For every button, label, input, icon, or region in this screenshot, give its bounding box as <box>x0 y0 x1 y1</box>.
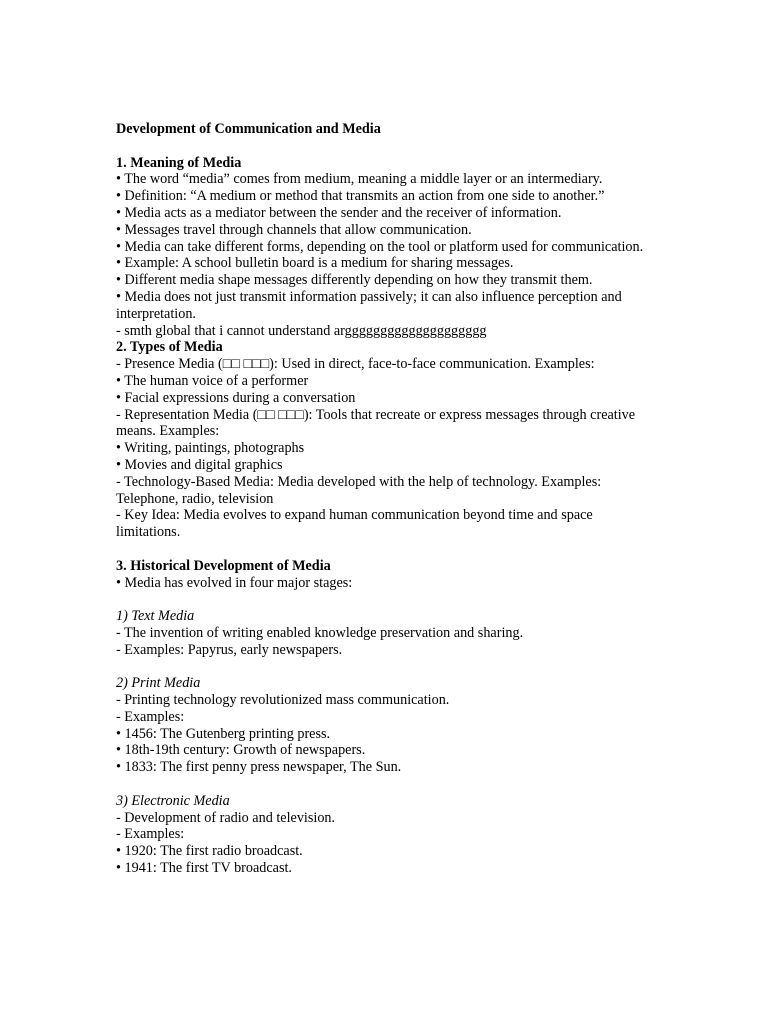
text-line: • 18th-19th century: Growth of newspapers. <box>116 742 366 759</box>
text-line: • Different media shape messages differently depending on how they transmit them. <box>116 272 593 289</box>
text-line: • 1941: The first TV broadcast. <box>116 860 292 877</box>
text-line: - smth global that i cannot understand argggggggggggggggggggg <box>116 322 487 339</box>
text-line: • 1456: The Gutenberg printing press. <box>116 725 331 742</box>
text-line: • Media can take different forms, depending on the tool or platform used for communication. <box>116 238 644 255</box>
section-heading: 1. Meaning of Media <box>116 154 242 171</box>
text-line: • Writing, paintings, photographs <box>116 440 305 457</box>
text-line: - Examples: <box>116 826 185 843</box>
text-line: • Media has evolved in four major stages: <box>116 574 353 591</box>
text-line: • Media acts as a mediator between the sender and the receiver of information. <box>116 204 562 221</box>
text-line: • Example: A school bulletin board is a medium for sharing messages. <box>116 255 514 272</box>
spacer <box>116 776 656 793</box>
text-line: - Representation Media (□□ □□□): Tools that recreate or express messages through creative means. Examples: <box>116 406 636 440</box>
document-page <box>116 121 656 877</box>
text-line: - Development of radio and television. <box>116 809 336 826</box>
text-line: • The word “media” comes from medium, meaning a middle layer or an intermediary. <box>116 171 603 188</box>
text-line: - Examples: Papyrus, early newspapers. <box>116 641 343 658</box>
spacer <box>116 591 656 608</box>
text-line: - Key Idea: Media evolves to expand human communication beyond time and space limitations. <box>116 507 593 541</box>
text-line: • 1833: The first penny press newspaper, The Sun. <box>116 759 402 776</box>
subsection-heading: 3) Electronic Media <box>116 792 230 809</box>
spacer <box>116 659 656 676</box>
text-line: - Examples: <box>116 708 185 725</box>
text-line: • Definition: “A medium or method that transmits an action from one side to another.” <box>116 188 605 205</box>
text-line: - Technology-Based Media: Media developed with the help of technology. Examples: Telephone, radio, television <box>116 473 602 507</box>
text-line: - Presence Media (□□ □□□): Used in direct, face-to-face communication. Examples: <box>116 356 595 373</box>
text-line: - Printing technology revolutionized mass communication. <box>116 692 450 709</box>
text-line: • Media does not just transmit information passively; it can also influence perception and interpretation. <box>116 288 622 322</box>
subsection-heading: 2) Print Media <box>116 675 201 692</box>
text-line: • The human voice of a performer <box>116 372 309 389</box>
spacer <box>116 541 656 558</box>
text-line: • Messages travel through channels that allow communication. <box>116 221 472 238</box>
section-heading: 2. Types of Media <box>116 339 223 356</box>
section-heading: 3. Historical Development of Media <box>116 557 331 574</box>
text-line: • 1920: The first radio broadcast. <box>116 843 303 860</box>
text-line: • Movies and digital graphics <box>116 456 283 473</box>
spacer <box>116 138 656 155</box>
subsection-heading: 1) Text Media <box>116 608 195 625</box>
text-line: • Facial expressions during a conversation <box>116 389 356 406</box>
document-title: Development of Communication and Media <box>116 121 381 137</box>
text-line: - The invention of writing enabled knowledge preservation and sharing. <box>116 624 524 641</box>
